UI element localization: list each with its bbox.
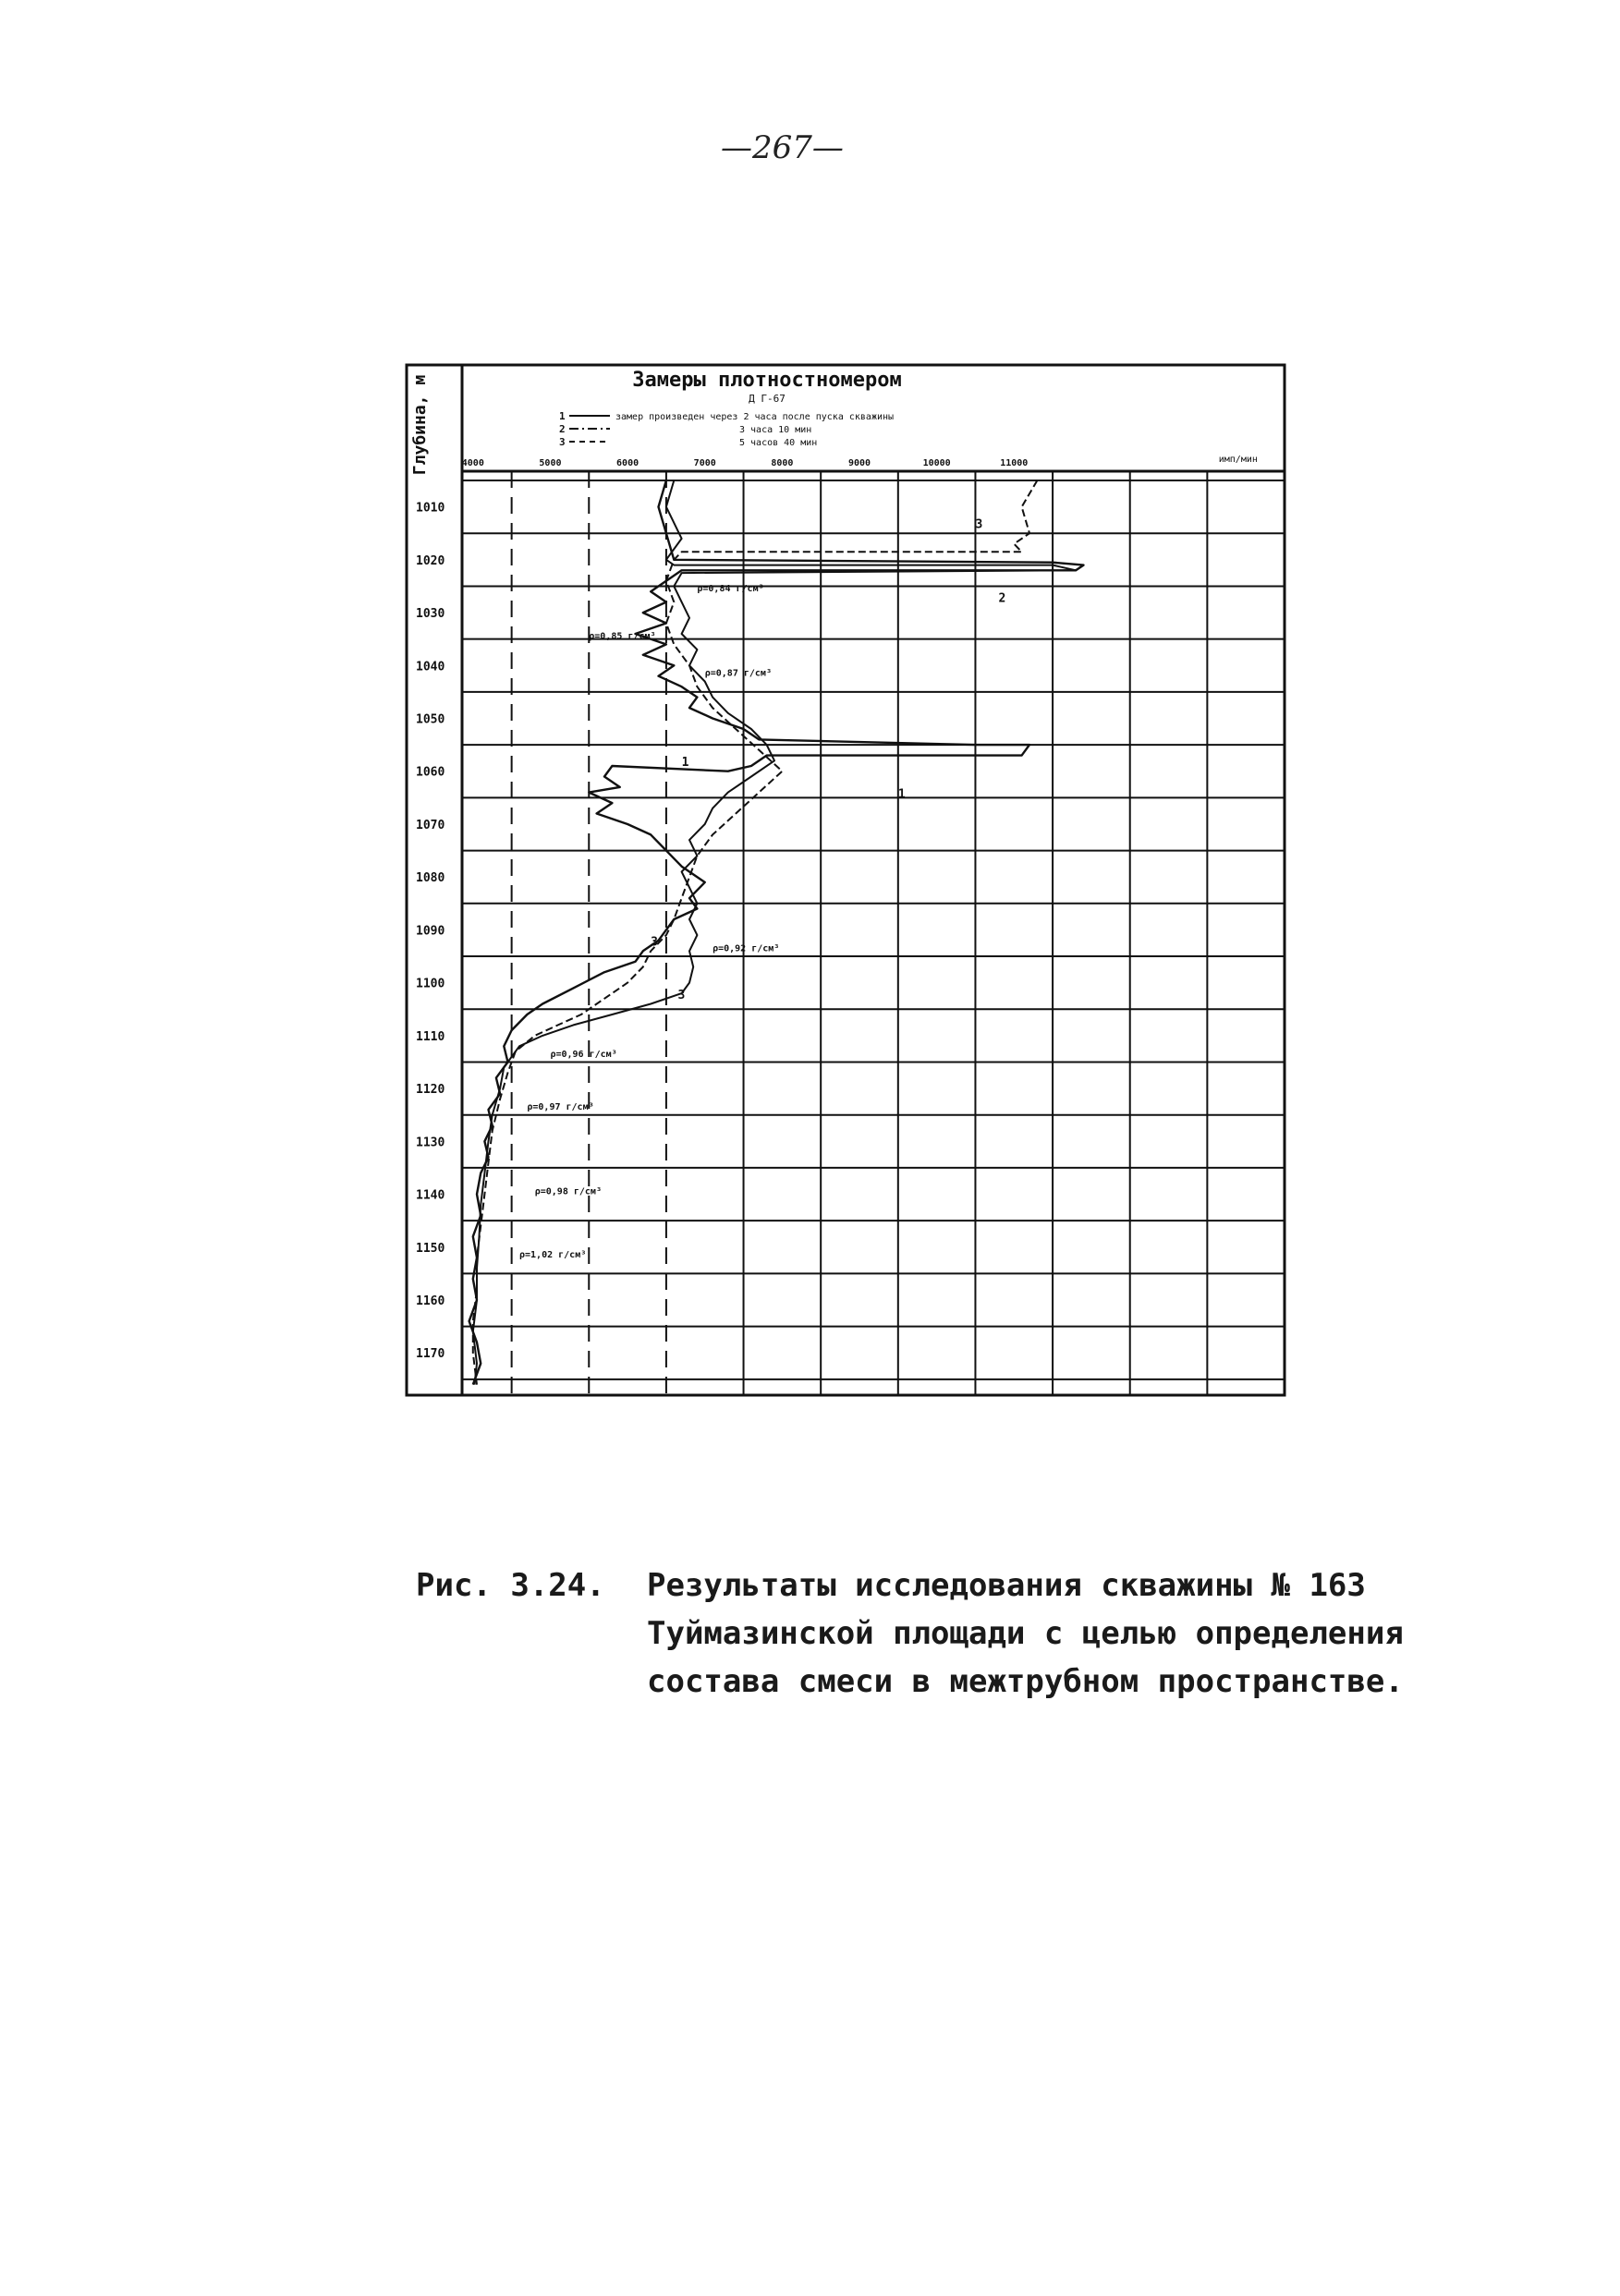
y-tick-label: 1030 — [416, 607, 445, 622]
legend-entry: замер произведен через 2 часа после пуска скважины — [615, 412, 895, 422]
y-tick-label: 1150 — [416, 1241, 445, 1256]
series-line-3 — [473, 480, 1038, 1385]
y-axis-label: Глубина, м — [410, 374, 430, 476]
caption-text — [647, 1561, 1432, 1706]
y-tick-label: 1020 — [416, 553, 445, 568]
chart-subtitle: Д Г-67 — [749, 393, 786, 405]
caption-line: Туймазинской площади с целью определения — [647, 1615, 1404, 1652]
y-tick-label: 1130 — [416, 1136, 445, 1150]
density-annotation: ρ=0,87 г/см³ — [704, 668, 772, 679]
density-annotation: ρ=0,96 г/см³ — [550, 1049, 617, 1060]
x-tick-label: 5000 — [539, 458, 562, 468]
x-tick-label: 11000 — [1000, 458, 1029, 468]
chart-frame — [407, 365, 1285, 1395]
caption-line: состава смеси в межтрубном пространстве. — [647, 1663, 1404, 1700]
curve-label: 2 — [998, 591, 1006, 606]
legend-entry: 5 часов 40 мин — [739, 438, 818, 448]
x-tick-label: 9000 — [847, 458, 871, 468]
x-tick-label: 6000 — [616, 458, 639, 468]
y-tick-label: 1100 — [416, 977, 445, 991]
x-tick-label: 10000 — [922, 458, 951, 468]
y-tick-label: 1040 — [416, 660, 445, 674]
figure-label: Рис. 3.24. — [416, 1567, 605, 1604]
y-tick-label: 1010 — [416, 501, 445, 516]
curve-label: 1 — [897, 787, 906, 802]
curve-label: 3 — [651, 935, 659, 950]
y-tick-label: 1080 — [416, 871, 445, 886]
density-annotation: ρ=0,92 г/см³ — [713, 943, 780, 954]
curve-label: 3 — [677, 988, 686, 1002]
page-number: —267— — [721, 129, 844, 166]
curve-label: 3 — [975, 517, 983, 532]
legend-key: 3 — [559, 436, 566, 448]
caption-line: Результаты исследования скважины № 163 — [647, 1567, 1366, 1604]
y-tick-label: 1120 — [416, 1083, 445, 1098]
y-tick-label: 1050 — [416, 712, 445, 727]
x-tick-label: 7000 — [693, 458, 716, 468]
x-tick-label: 8000 — [771, 458, 794, 468]
chart-title: Замеры плотностномером — [632, 369, 902, 392]
legend-key: 1 — [559, 410, 566, 422]
density-annotation: ρ=0,84 г/см³ — [697, 584, 764, 595]
y-tick-label: 1060 — [416, 765, 445, 780]
y-tick-label: 1170 — [416, 1347, 445, 1362]
series-line-2 — [473, 480, 1076, 1385]
legend-key: 2 — [559, 423, 566, 435]
y-tick-label: 1090 — [416, 924, 445, 939]
y-tick-label: 1140 — [416, 1188, 445, 1203]
y-tick-label: 1110 — [416, 1029, 445, 1044]
y-tick-label: 1160 — [416, 1294, 445, 1308]
density-annotation: ρ=0,85 г/см³ — [589, 631, 656, 642]
curve-label: 1 — [681, 756, 689, 771]
x-tick-label: 4000 — [461, 458, 484, 468]
density-annotation: ρ=0,98 г/см³ — [534, 1186, 602, 1197]
y-tick-label: 1070 — [416, 818, 445, 832]
density-annotation: ρ=1,02 г/см³ — [519, 1250, 587, 1261]
series-line-1 — [469, 480, 1084, 1385]
density-annotation: ρ=0,97 г/см³ — [527, 1101, 594, 1112]
legend-entry: 3 часа 10 мин — [739, 425, 812, 435]
density-chart — [397, 360, 1294, 1404]
x-unit-label: имп/мин — [1218, 455, 1258, 465]
